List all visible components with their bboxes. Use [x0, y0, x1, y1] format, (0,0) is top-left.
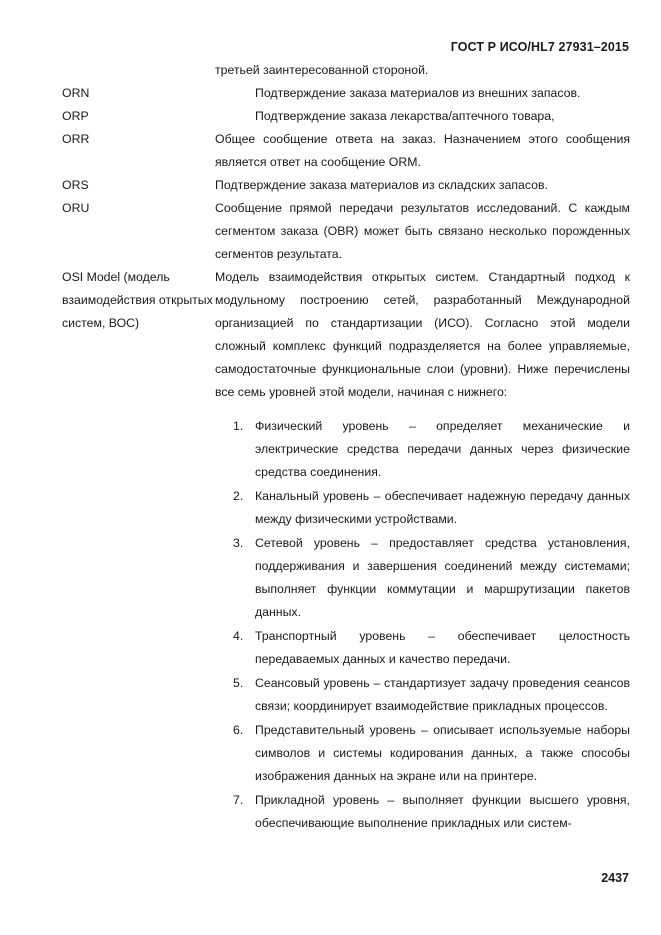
glossary-definition: Сообщение прямой передачи результатов исследований. С каждым сегментом заказа (OBR) может быть связано несколько порожденных сегментов результата.: [215, 201, 630, 261]
list-item-text: Транспортный уровень – обеспечивает целостность передаваемых данных и качество передачи.: [255, 629, 630, 666]
document-header: ГОСТ Р ИСО/HL7 27931–2015: [450, 40, 629, 54]
glossary-entry-osi-model: [62, 266, 630, 404]
glossary-entry-oru: [62, 197, 630, 266]
list-item-text: Сеансовый уровень – стандартизует задачу проведения сеансов связи; координирует взаимодействие прикладных процессов.: [255, 676, 630, 713]
list-item-text: Сетевой уровень – предоставляет средства установления, поддерживания и завершения соединений между системами; выполняет функции коммутации и маршрутизации пакетов данных.: [255, 536, 630, 619]
glossary-definition: Модель взаимодействия открытых систем. Стандартный подход к модульному построению сетей, разработанный Международной организацией по стандартизации (ИСО). Согласно этой модели сложный комплекс функций подразделяется на более управляемые, самодостаточные функциональные слои (уровни). Ниже перечислены все семь уровней этой модели, начиная с нижнего:: [215, 270, 630, 399]
list-item: [233, 485, 630, 531]
glossary-term: ORP: [62, 109, 89, 123]
osi-levels-list: [62, 415, 630, 835]
list-item-text: Канальный уровень – обеспечивает надежную передачу данных между физическими устройствами.: [255, 489, 630, 526]
glossary-term: OSI Model (модель взаимодействия открытых систем, ВОС): [62, 270, 213, 330]
glossary-body: [62, 59, 630, 836]
glossary-entry-orr: [62, 128, 630, 174]
glossary-definition: Подтверждение заказа материалов из складских запасов.: [215, 178, 548, 192]
glossary-term: ORR: [62, 132, 90, 146]
page-number: 2437: [601, 871, 629, 885]
list-item-number: 6.: [233, 723, 244, 737]
glossary-entry-ors: [62, 174, 630, 197]
glossary-definition: Общее сообщение ответа на заказ. Назначением этого сообщения является ответ на сообщение ORM.: [215, 132, 630, 169]
list-item-number: 1.: [233, 419, 244, 433]
list-item-number: 3.: [233, 536, 244, 550]
glossary-entry-orp: [62, 105, 630, 128]
list-item: [233, 532, 630, 624]
glossary-term: ORS: [62, 178, 89, 192]
list-item-number: 7.: [233, 793, 244, 807]
list-item-number: 2.: [233, 489, 244, 503]
list-item: [233, 415, 630, 484]
list-item-number: 4.: [233, 629, 244, 643]
list-item-text: Представительный уровень – описывает используемые наборы символов и системы кодирования данных, а также способы изображения данных на экране или на принтере.: [255, 723, 630, 783]
continuation-text: третьей заинтересованной стороной.: [215, 63, 429, 77]
list-item-number: 5.: [233, 676, 244, 690]
list-item: [233, 789, 630, 835]
list-item-text: Физический уровень – определяет механические и электрические средства передачи данных через физические средства соединения.: [255, 419, 630, 479]
glossary-entry-orn: [62, 82, 630, 105]
list-item: [233, 672, 630, 718]
glossary-definition: Подтверждение заказа лекарства/аптечного товара,: [255, 109, 555, 123]
glossary-term: ORN: [62, 86, 90, 100]
glossary-definition: Подтверждение заказа материалов из внешних запасов.: [255, 86, 581, 100]
list-item-text: Прикладной уровень – выполняет функции высшего уровня, обеспечивающие выполнение прикладных или систем-: [255, 793, 630, 830]
list-item: [233, 719, 630, 788]
glossary-term: ORU: [62, 201, 90, 215]
list-item: [233, 625, 630, 671]
